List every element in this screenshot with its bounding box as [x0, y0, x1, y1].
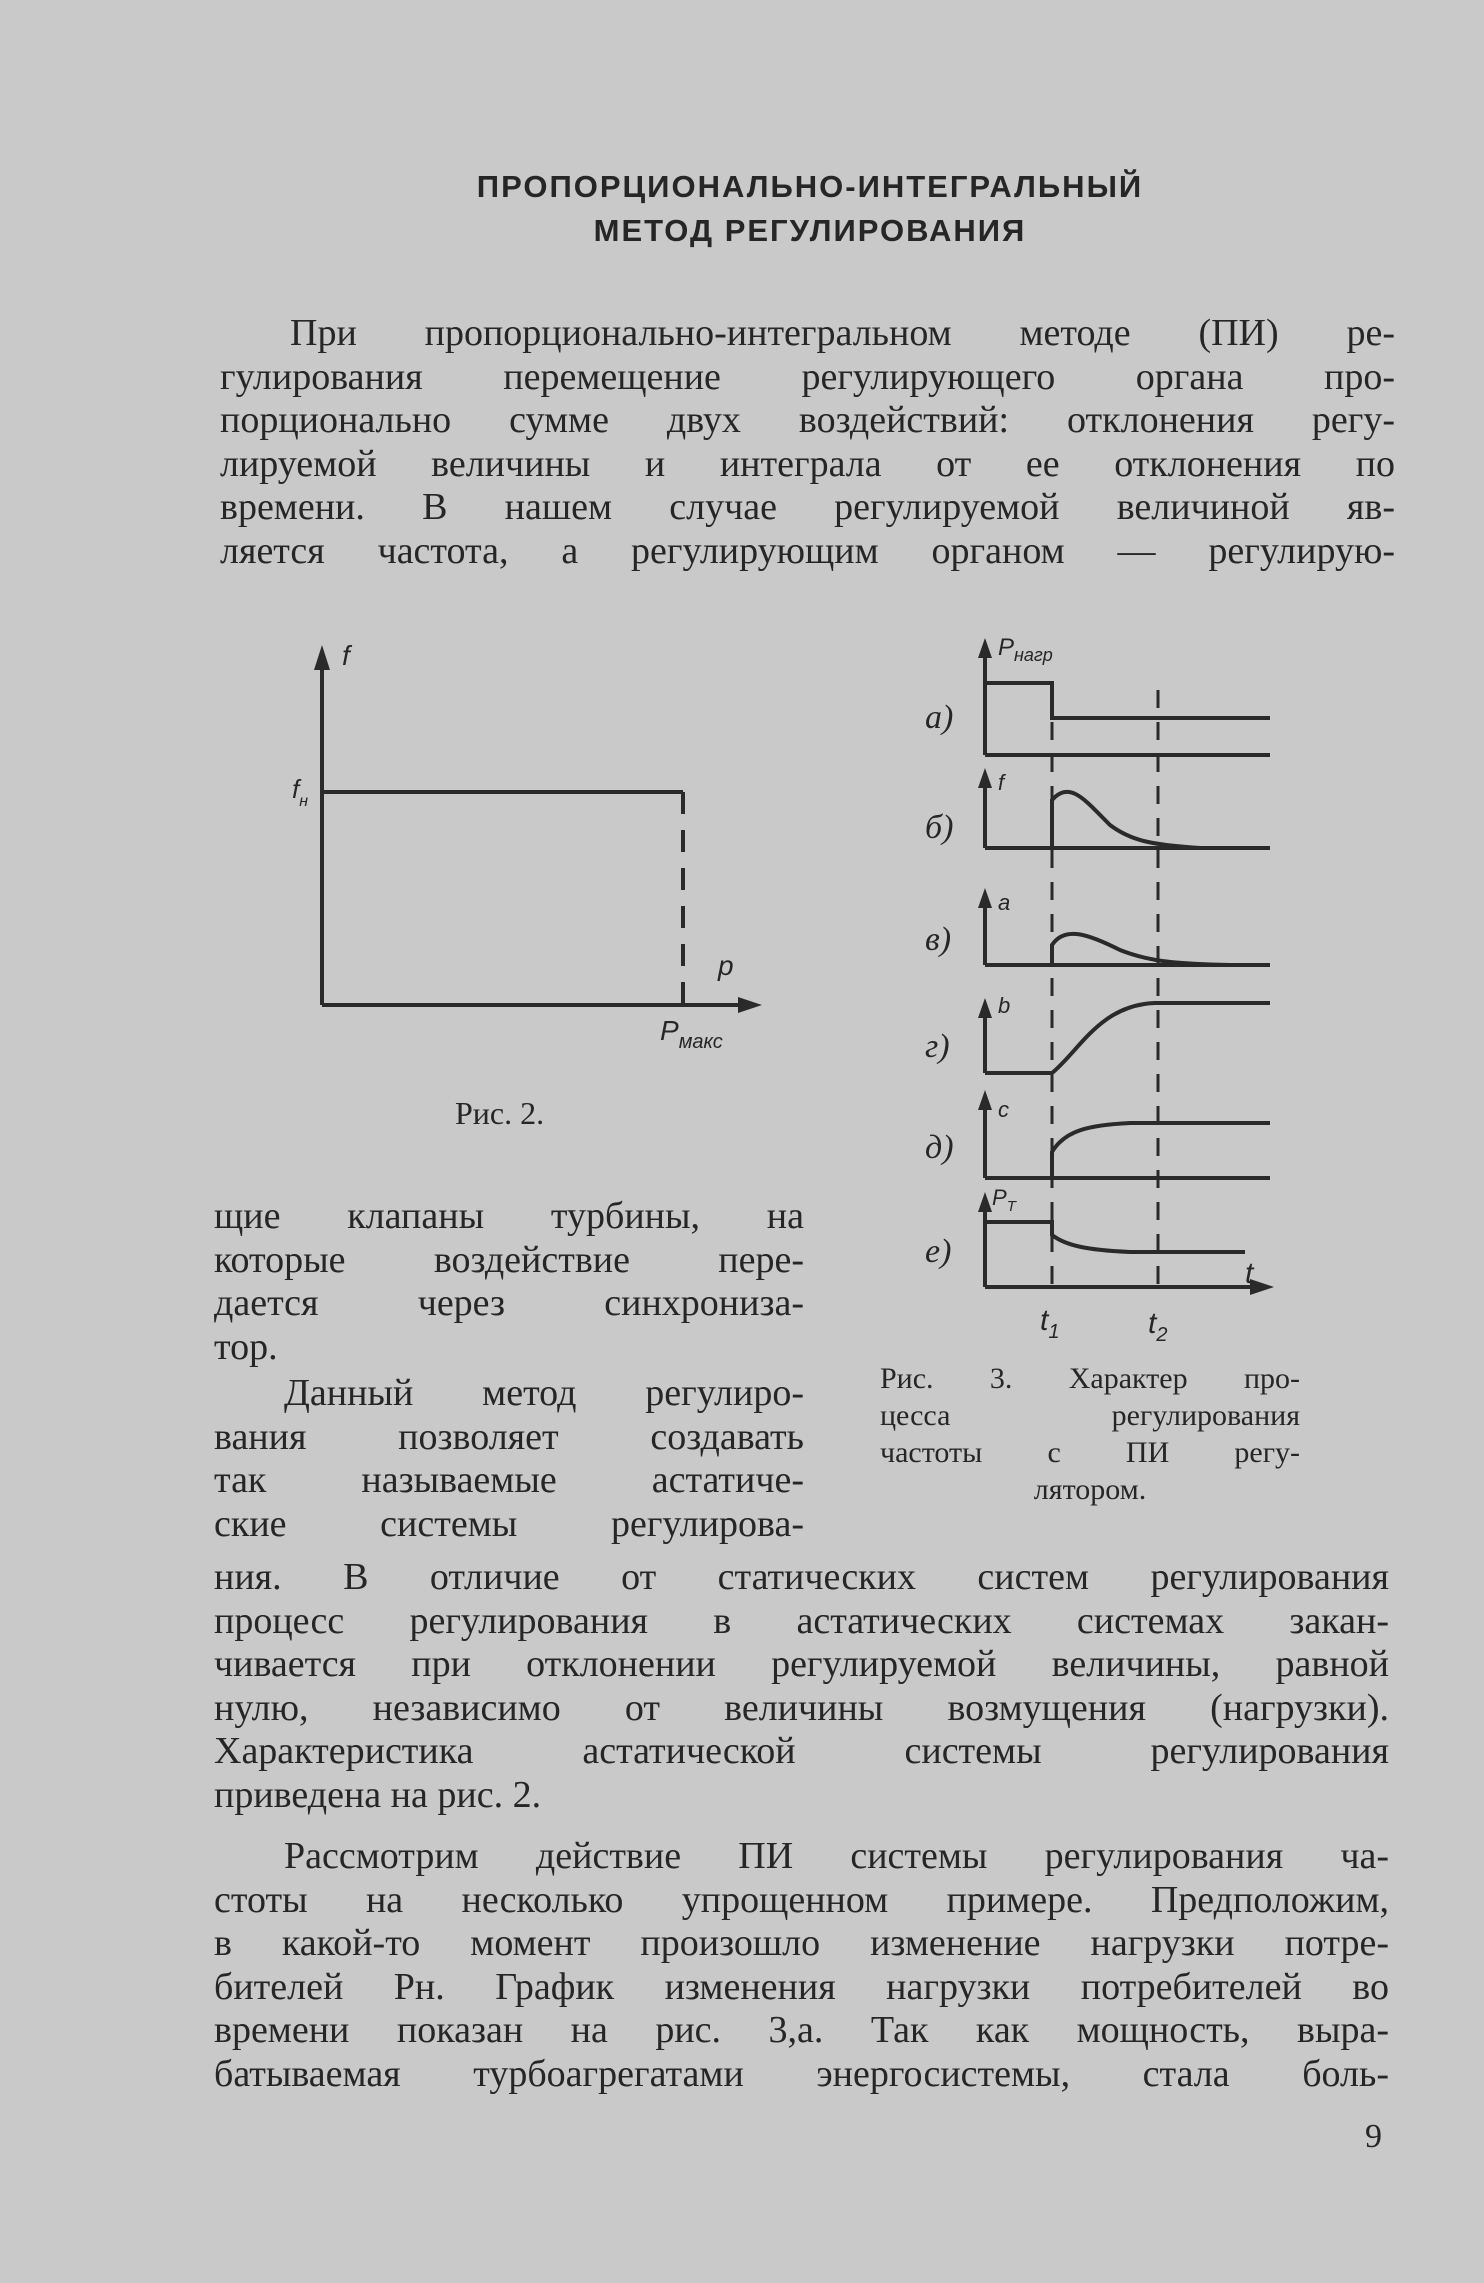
text-line: ские системы регулирова-	[214, 1502, 804, 1545]
figure-2	[314, 645, 762, 1013]
fig3-t-label: t	[1245, 1257, 1254, 1290]
text-line: времени. В нашем случае регулируемой величиной яв-	[220, 486, 1395, 529]
text-line: процесс регулирования в астатических системах закан-	[214, 1599, 1389, 1642]
fig3-t2-label: $t_2$	[1148, 1307, 1168, 1346]
text-line: гулирования перемещение регулирующего органа про-	[220, 355, 1395, 398]
page-number: 9	[1365, 2118, 1382, 2155]
text-line: ляется частота, а регулирующим органом — регулирую-	[220, 529, 1395, 572]
paragraph-5	[214, 1835, 1389, 2097]
fig3d-curve	[985, 1123, 1270, 1178]
paragraph-3	[214, 1372, 804, 1546]
text-line: При пропорционально-интегральном методе (ПИ) ре-	[290, 312, 1395, 354]
text-line: Характеристика астатической системы регулирования	[214, 1730, 1389, 1773]
fig3e-label: е)	[925, 1233, 952, 1270]
text-line: дается через синхрониза-	[214, 1282, 804, 1325]
fig3g-label: г)	[925, 1028, 950, 1065]
fig3b-axis-label: f	[998, 770, 1005, 795]
text-line: бителей Pн. График изменения нагрузки потребителей во	[214, 1965, 1389, 2008]
text-line: Рассмотрим действие ПИ системы регулирования ча-	[284, 1835, 1389, 1877]
text-line: ния. В отличие от статических систем регулирования	[214, 1556, 1389, 1598]
figure-2-caption: Рис. 2.	[455, 1095, 545, 1131]
text-line: вания позволяет создавать	[214, 1415, 804, 1458]
fig3a-label: а)	[925, 699, 954, 736]
fig3b-label: б)	[925, 809, 954, 846]
text-line: которые воздействие пере-	[214, 1238, 804, 1281]
fig3e-curve	[985, 1222, 1245, 1252]
text-line: стоты на несколько упрощенном примере. Предположим,	[214, 1878, 1389, 1921]
fig2-x-label: p	[718, 950, 734, 981]
fig2-y-label: f	[342, 640, 350, 671]
paragraph-4	[214, 1556, 1389, 1818]
caption-line: лятором.	[1033, 1473, 1147, 1506]
text-line: времени показан на рис. 3,а. Так как мощность, выра-	[214, 2009, 1389, 2052]
fig2-fn-label: $f_н$	[292, 774, 309, 810]
fig3g-axis-label: b	[998, 993, 1011, 1018]
heading-line-2: МЕТОД РЕГУЛИРОВАНИЯ	[593, 213, 1027, 248]
figure-3-caption	[880, 1360, 1300, 1508]
text-line: тор.	[214, 1325, 278, 1368]
fig2-y-arrow	[314, 645, 330, 670]
caption-line: цесса регулирования	[880, 1399, 1300, 1432]
fig3b-curve	[985, 792, 1200, 848]
text-line: в какой-то момент произошло изменение нагрузки потре-	[214, 1922, 1389, 1965]
text-line: батываемая турбоагрегатами энергосистемы, стала боль-	[214, 2052, 1389, 2095]
fig3d-label: д)	[925, 1129, 954, 1166]
fig3-t1-label: $t_1$	[1040, 1304, 1060, 1343]
fig2-pmax-label: $P_{макс}$	[660, 1015, 723, 1053]
text-line: чивается при отклонении регулируемой величины, равной	[214, 1643, 1389, 1686]
fig3-pnagr-label: $P_{нагр}$	[998, 634, 1053, 665]
fig3g-curve	[985, 1003, 1270, 1073]
caption-line: Рис. 3. Характер про-	[880, 1362, 1300, 1395]
text-line: приведена на рис. 2.	[214, 1773, 542, 1816]
text-line: щие клапаны турбины, на	[214, 1195, 804, 1237]
text-line: так называемые астатиче-	[214, 1459, 804, 1502]
paragraph-2	[214, 1195, 804, 1369]
text-line: порционально сумме двух воздействий: отклонения регу-	[220, 399, 1395, 442]
fig3v-label: в)	[925, 921, 952, 958]
fig3d-axis-label: c	[998, 1097, 1009, 1122]
caption-line: частоты с ПИ регу-	[880, 1436, 1300, 1469]
text-line: Данный метод регулиро-	[284, 1372, 804, 1414]
text-line: лируемой величины и интеграла от ее отклонения по	[220, 442, 1395, 485]
fig3v-curve	[985, 934, 1230, 965]
heading-line-1: ПРОПОРЦИОНАЛЬНО-ИНТЕГРАЛЬНЫЙ	[476, 169, 1144, 204]
fig3v-axis-label: a	[998, 890, 1011, 915]
fig3a-curve	[985, 683, 1270, 718]
figure-3	[978, 638, 1274, 1295]
fig3e-axis-label: $P_T$	[992, 1185, 1016, 1215]
fig2-x-arrow	[738, 997, 762, 1013]
text-line: нулю, независимо от величины возмущения (нагрузки).	[214, 1686, 1389, 1729]
